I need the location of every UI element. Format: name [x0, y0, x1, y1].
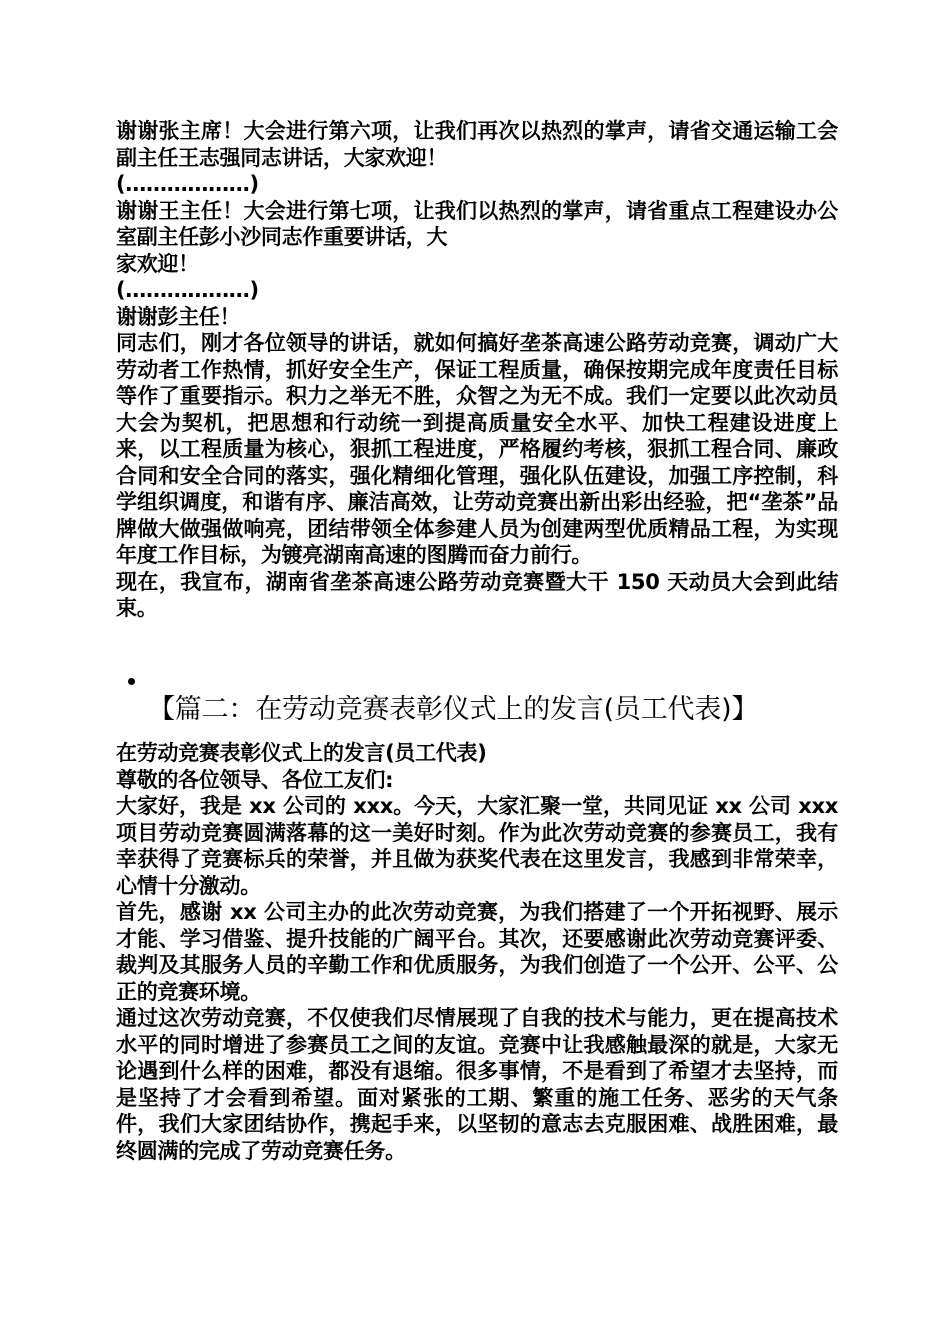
- paragraph: 同志们，刚才各位领导的讲话，就如何搞好垄茶高速公路劳动竞赛，调动广大劳动者工作热情，抓好安全生产，保证工程质量，确保按期完成年度责任目标等作了重要指示。积力之举无不胜，众智之为无不成。我们一定要以此次动员大会为契机，把思想和行动统一到提高质量安全水平、加快工程建设进度上来，以工程质量为核心，狠抓工程进度，严格履约考核，狠抓工程合同、廉政合同和安全合同的落实，强化精细化管理，强化队伍建设，加强工序控制，科学组织调度，和谐有序、廉洁高效，让劳动竞赛出新出彩出经验，把“垄茶”品牌做大做强做响亮，团结带领全体参建人员为创建两型优质精品工程，为实现年度工作目标，为镀亮湖南高速的图腾而奋力前行。: [116, 331, 838, 567]
- paragraph: 大家好，我是 xx 公司的 xxx。今天，大家汇聚一堂，共同见证 xx 公司 xxx 项目劳动竞赛圆满落幕的这一美好时刻。作为此次劳动竞赛的参赛员工，我有幸获得了竞赛标兵的荣誉，并且做为获奖代表在这里发言，我感到非常荣幸，心情十分激动。: [116, 794, 838, 898]
- ellipsis-line: (………………): [116, 278, 259, 302]
- section-heading: 【篇二：在劳动竞赛表彰仪式上的发言(员工代表)】: [148, 694, 759, 725]
- paragraph: 家欢迎！: [116, 251, 199, 276]
- paragraph: 谢谢王主任！大会进行第七项，让我们以热烈的掌声，请省重点工程建设办公室副主任彭小沙同志作重要讲话，大: [116, 198, 838, 249]
- paragraph: 首先，感谢 xx 公司主办的此次劳动竞赛，为我们搭建了一个开拓视野、展示才能、学习借鉴、提升技能的广阔平台。其次，还要感谢此次劳动竞赛评委、裁判及其服务人员的辛勤工作和优质服务，为我们创造了一个公开、公平、公正的竞赛环境。: [116, 900, 838, 1004]
- paragraph: 谢谢张主席！大会进行第六项，让我们再次以热烈的掌声，请省交通运输工会副主任王志强同志讲话，大家欢迎！: [116, 119, 838, 170]
- speech-part-two: [116, 740, 838, 1164]
- paragraph: 现在，我宣布，湖南省垄茶高速公路劳动竞赛暨大干 150 天动员大会到此结束。: [116, 569, 838, 620]
- speech-title: 在劳动竞赛表彰仪式上的发言(员工代表): [116, 741, 487, 765]
- speech-part-one: [116, 118, 838, 622]
- paragraph: 通过这次劳动竞赛，不仅使我们尽情展现了自我的技术与能力，更在提高技术水平的同时增进了参赛员工之间的友谊。竞赛中让我感触最深的就是，大家无论遇到什么样的困难，都没有退缩。很多事情，不是看到了希望才去坚持，而是坚持了才会看到希望。面对紧张的工期、繁重的施工任务、恶劣的天气条件，我们大家团结协作，携起手来，以坚韧的意志去克服困难、战胜困难，最终圆满的完成了劳动竞赛任务。: [116, 1006, 838, 1163]
- paragraph: 谢谢彭主任！: [116, 304, 241, 329]
- salutation: 尊敬的各位领导、各位工友们:: [116, 767, 394, 792]
- bullet-dot: [128, 678, 135, 685]
- ellipsis-line: (………………): [116, 172, 259, 196]
